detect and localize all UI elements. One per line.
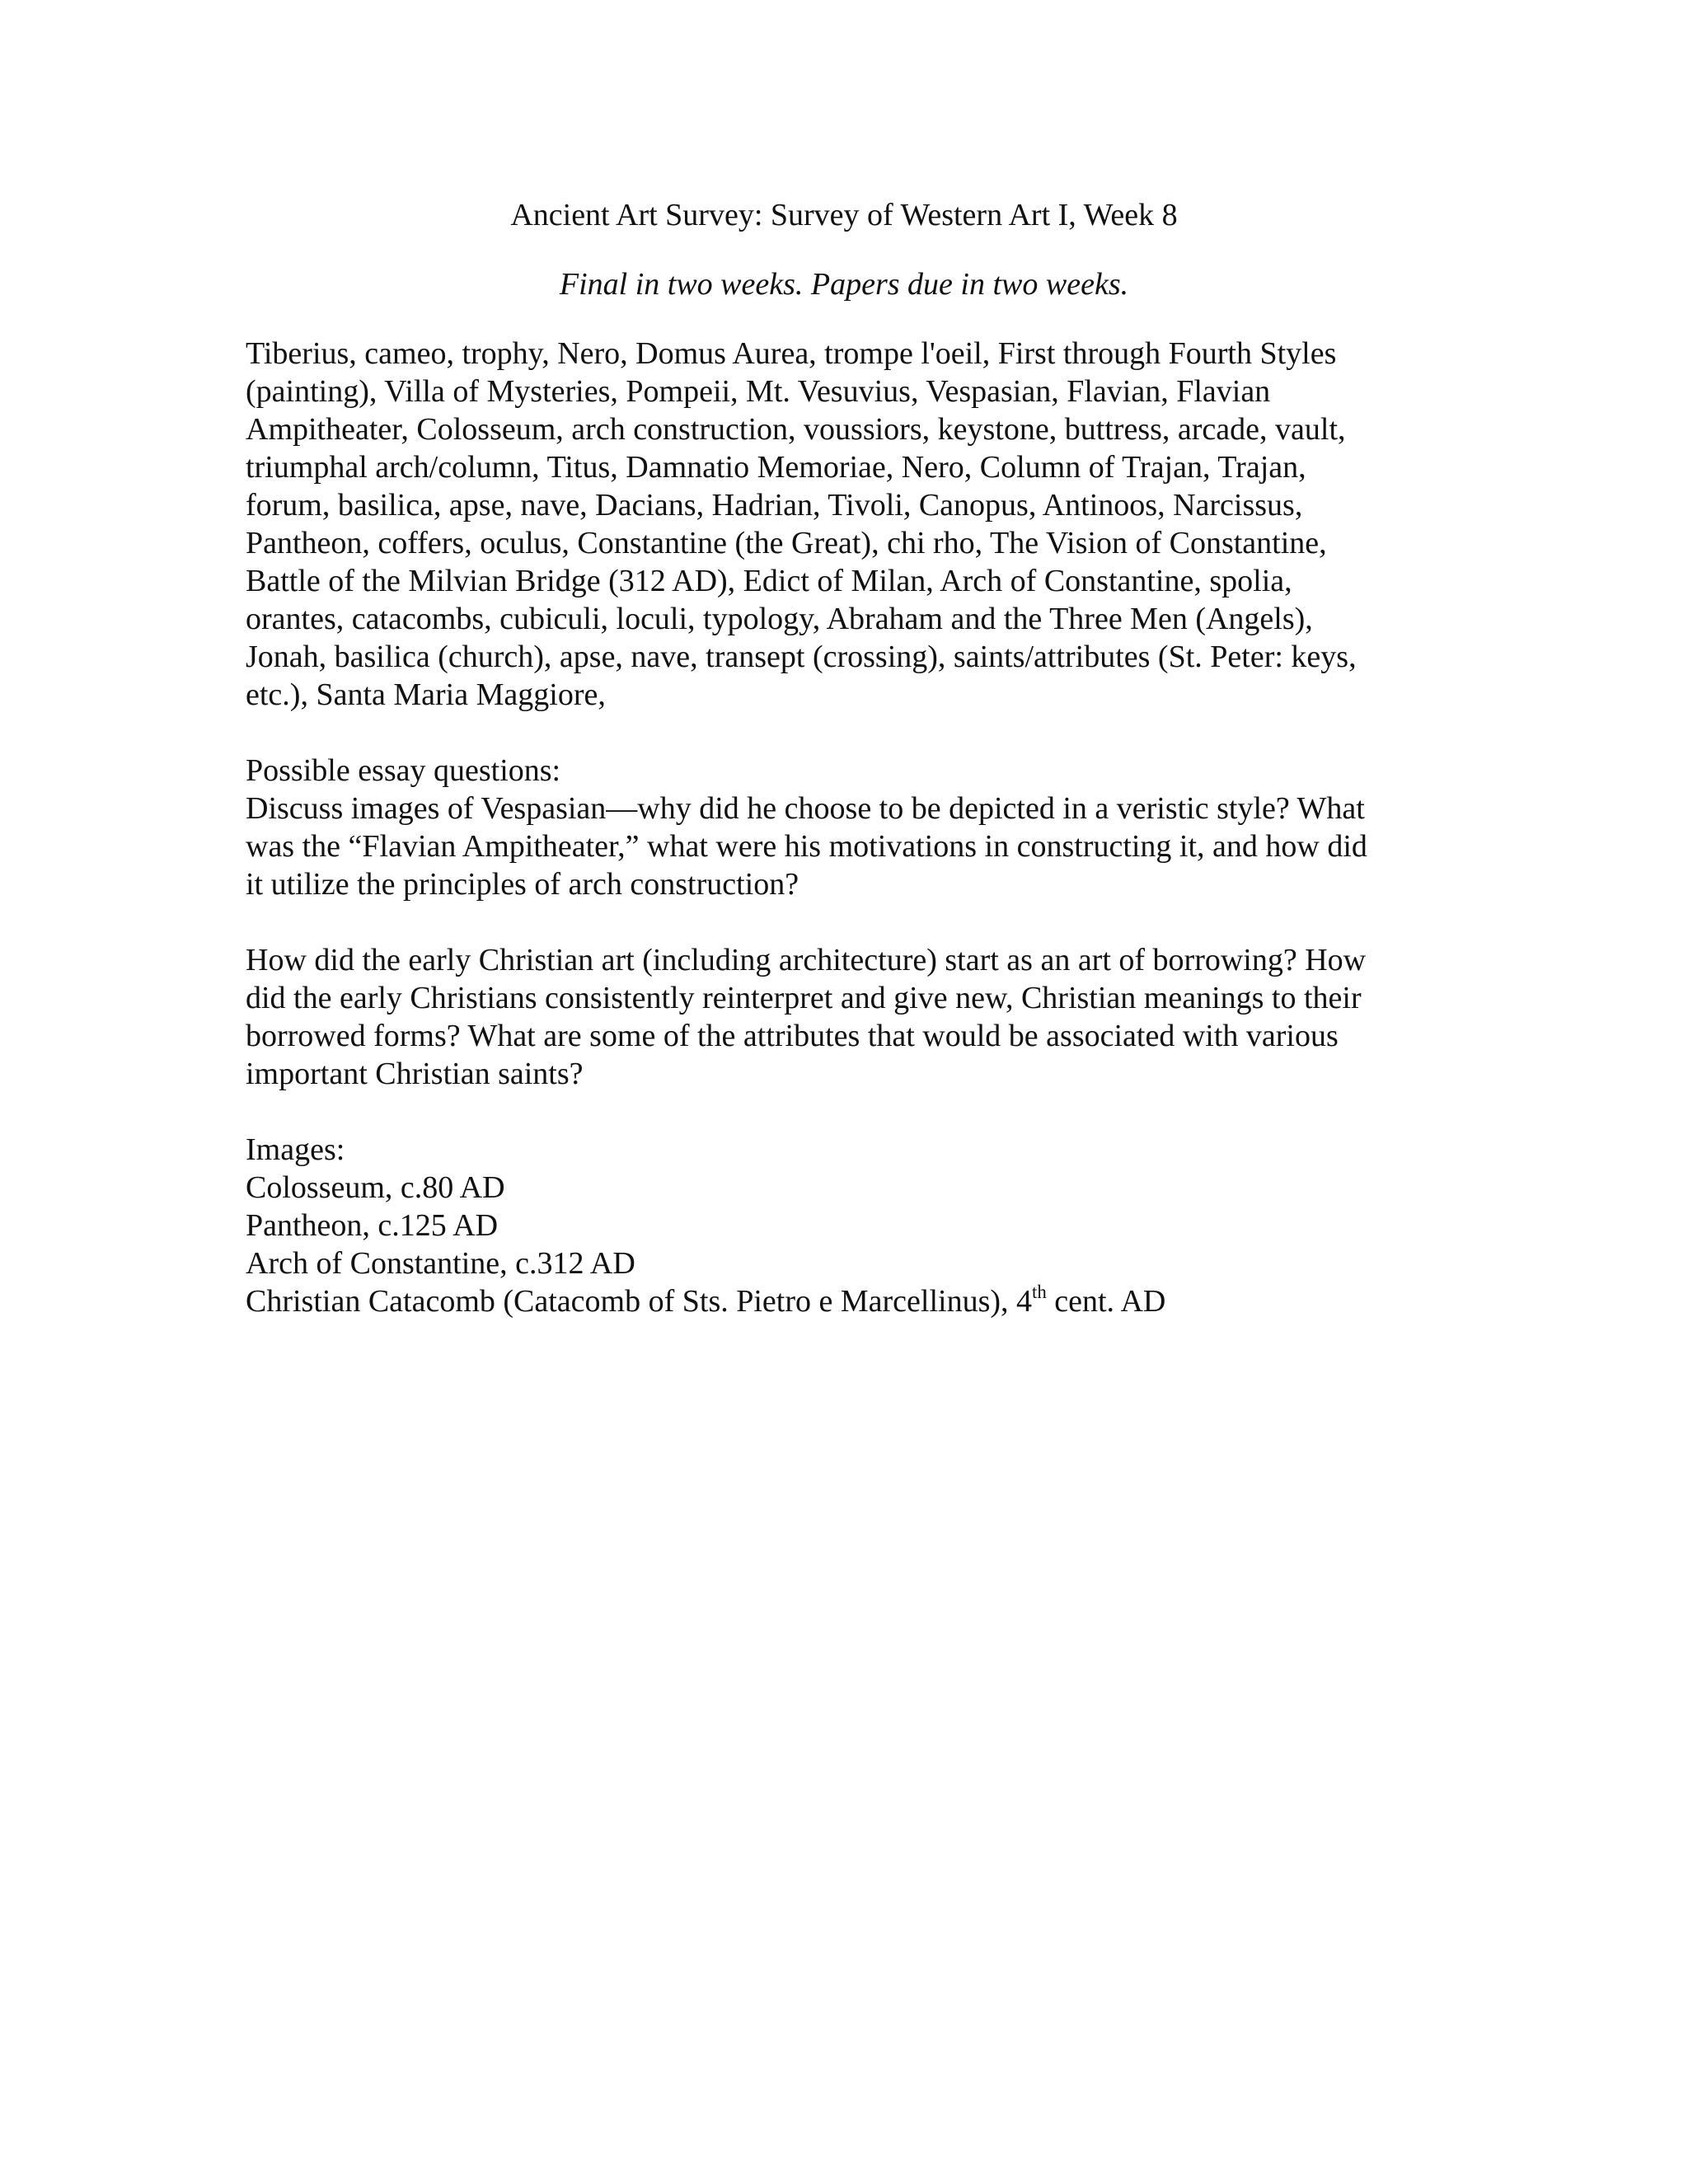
essay-heading: Possible essay questions: — [246, 753, 561, 788]
terms-line: Ampitheater, Colosseum, arch construction, voussiors, keystone, buttress, arcade, vault, — [246, 412, 1346, 447]
document-content — [246, 196, 1442, 1320]
images-list — [246, 1131, 1442, 1320]
essay-line: How did the early Christian art (including architecture) start as an art of borrowing? How — [246, 943, 1367, 977]
essay-line: it utilize the principles of arch construction? — [246, 867, 799, 902]
terms-line: orantes, catacombs, cubiculi, loculi, typology, Abraham and the Three Men (Angels), — [246, 602, 1313, 636]
terms-line: Pantheon, coffers, oculus, Constantine (the Great), chi rho, The Vision of Constantine, — [246, 526, 1327, 560]
terms-line: etc.), Santa Maria Maggiore, — [246, 677, 606, 712]
ordinal-suffix: th — [1032, 1282, 1047, 1303]
essay-line: was the “Flavian Ampitheater,” what were his motivations in constructing it, and how did — [246, 829, 1367, 864]
essay-line: borrowed forms? What are some of the attributes that would be associated with various — [246, 1019, 1339, 1053]
image-item-text: cent. AD — [1046, 1284, 1166, 1319]
essay-line: important Christian saints? — [246, 1057, 584, 1091]
terms-line: triumphal arch/column, Titus, Damnatio Memoriae, Nero, Column of Trajan, Trajan, — [246, 450, 1306, 485]
essay-line: did the early Christians consistently reinterpret and give new, Christian meanings to their — [246, 981, 1362, 1015]
page-subtitle: Final in two weeks. Papers due in two weeks. — [559, 267, 1129, 302]
image-item — [246, 1282, 1442, 1320]
essay-questions-section — [246, 752, 1442, 1093]
images-section — [246, 1131, 1442, 1320]
image-item: Arch of Constantine, c.312 AD — [246, 1246, 635, 1281]
essay-question-2 — [246, 941, 1442, 1093]
terms-line: Battle of the Milvian Bridge (312 AD), Edict of Milan, Arch of Constantine, spolia, — [246, 564, 1292, 598]
image-item-text: Christian Catacomb (Catacomb of Sts. Pietro e Marcellinus), 4 — [246, 1284, 1033, 1319]
terms-line: (painting), Villa of Mysteries, Pompeii, Mt. Vesuvius, Vespasian, Flavian, Flavian — [246, 374, 1271, 409]
essay-question-1 — [246, 752, 1442, 903]
images-heading: Images: — [246, 1132, 345, 1167]
terms-line: forum, basilica, apse, nave, Dacians, Hadrian, Tivoli, Canopus, Antinoos, Narcissus, — [246, 488, 1303, 523]
image-item: Colosseum, c.80 AD — [246, 1170, 505, 1205]
essay-line: Discuss images of Vespasian—why did he choose to be depicted in a veristic style? What — [246, 791, 1365, 826]
terms-paragraph — [246, 335, 1442, 714]
page-title: Ancient Art Survey: Survey of Western Art I, Week 8 — [510, 198, 1178, 232]
terms-line: Tiberius, cameo, trophy, Nero, Domus Aurea, trompe l'oeil, First through Fourth Styles — [246, 336, 1337, 371]
terms-line: Jonah, basilica (church), apse, nave, transept (crossing), saints/attributes (St. Peter: keys, — [246, 640, 1357, 674]
image-item: Pantheon, c.125 AD — [246, 1208, 499, 1243]
